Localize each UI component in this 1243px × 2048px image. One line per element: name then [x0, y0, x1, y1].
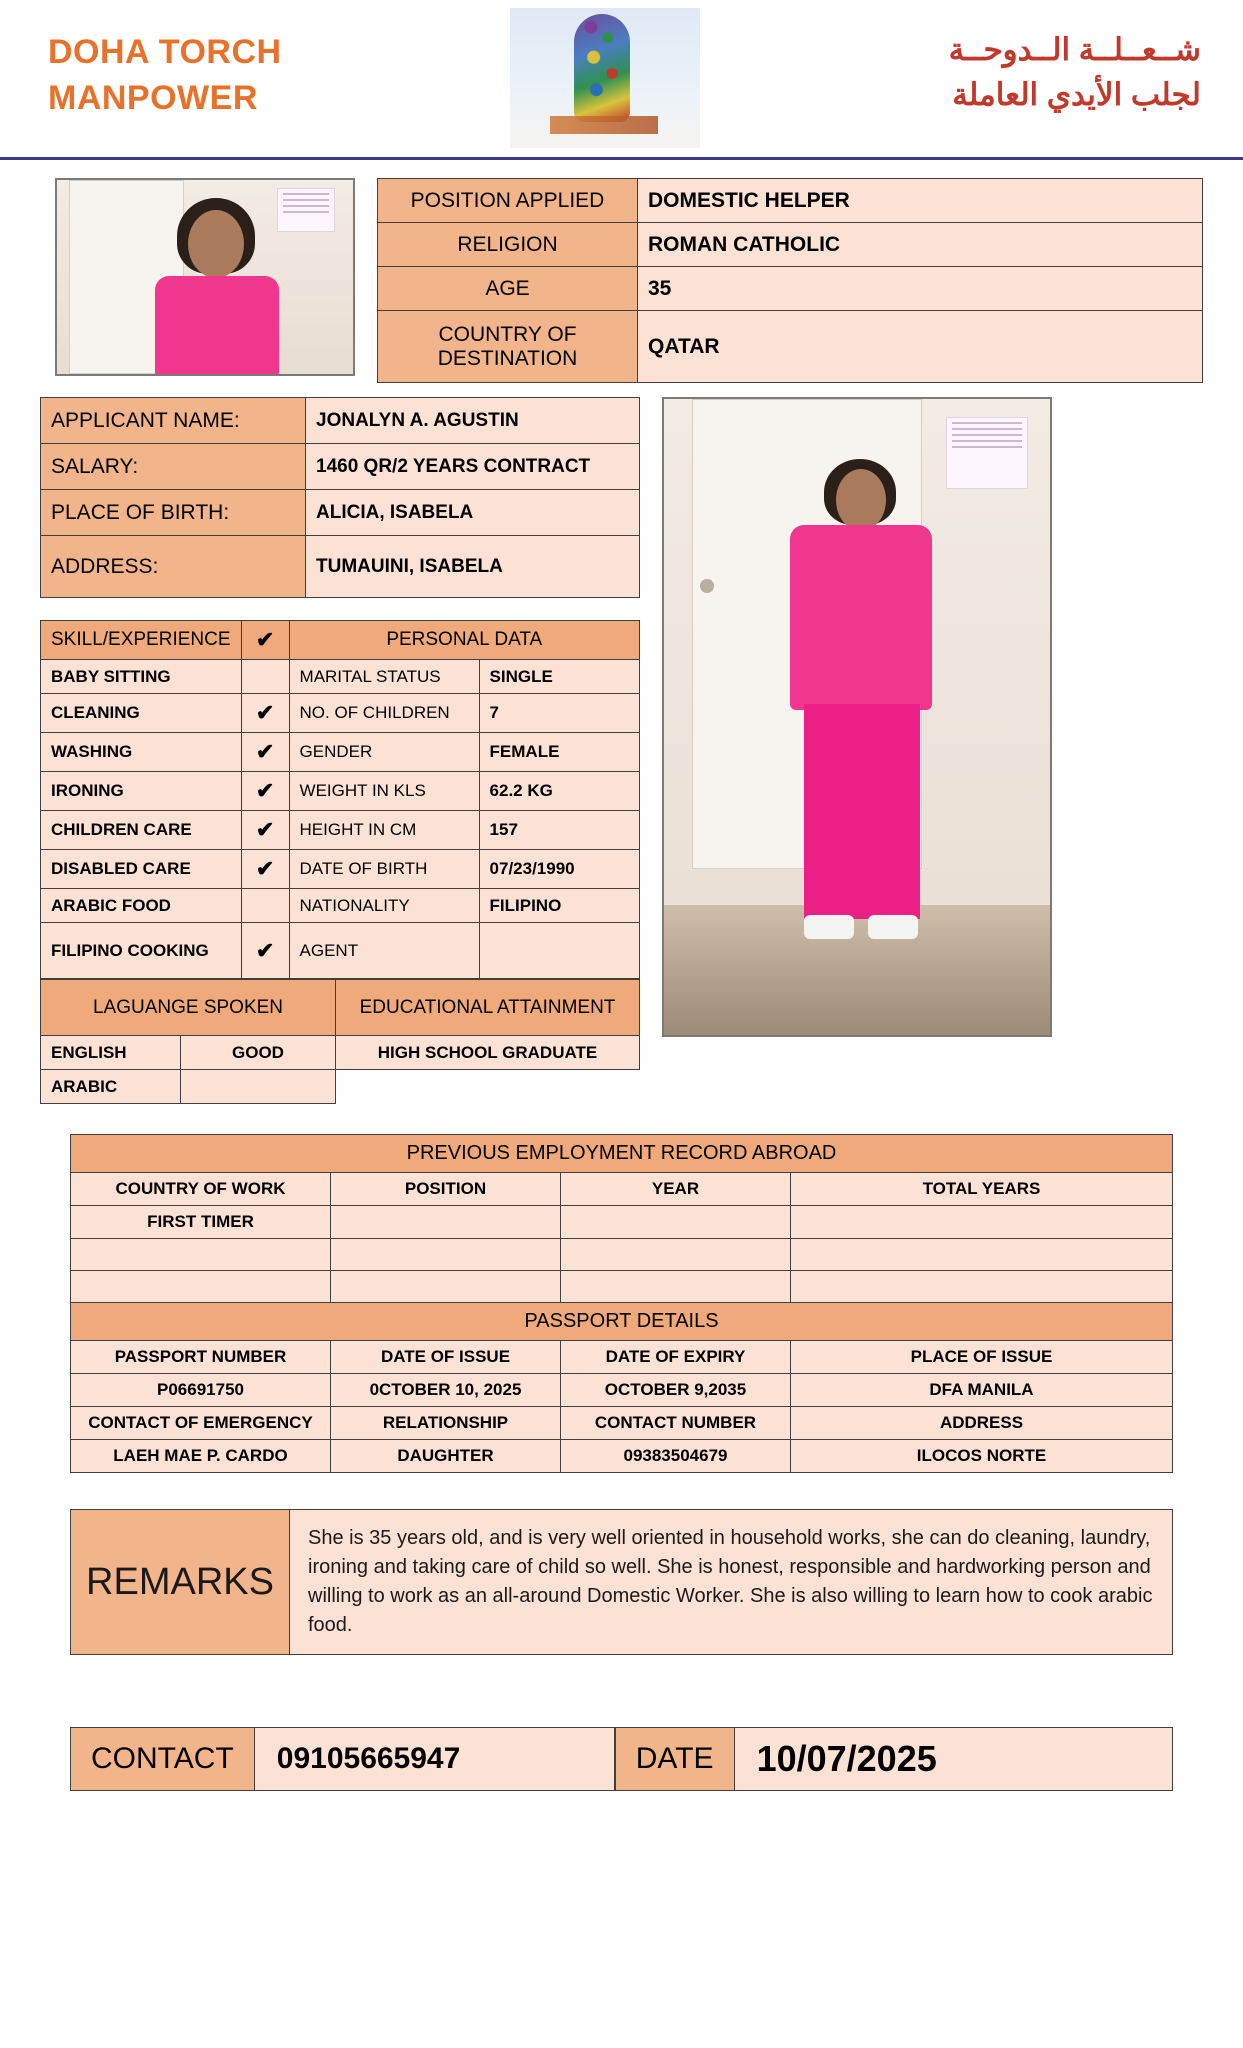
- table-header-row: [41, 621, 640, 660]
- table-band-row: [71, 1303, 1173, 1341]
- employment-year: [561, 1206, 791, 1239]
- table-row: [41, 733, 640, 772]
- company-name-arabic: [949, 28, 1201, 118]
- middle-section: [0, 383, 1243, 1104]
- skill-check-icon: ✔: [241, 772, 289, 811]
- skill-check-icon: ✔: [241, 811, 289, 850]
- employment-col-position: POSITION: [331, 1173, 561, 1206]
- skill-experience-header: SKILL/EXPERIENCE: [41, 621, 242, 660]
- company-name-line1: DOHA TORCH: [48, 33, 282, 71]
- position-applied-value: DOMESTIC HELPER: [638, 179, 1203, 223]
- employment-country: FIRST TIMER: [71, 1206, 331, 1239]
- table-row: [41, 694, 640, 733]
- previous-employment-band: PREVIOUS EMPLOYMENT RECORD ABROAD: [71, 1135, 1173, 1173]
- skill-name: CHILDREN CARE: [41, 811, 242, 850]
- skill-check-icon: ✔: [241, 850, 289, 889]
- applicant-portrait-photo: [55, 178, 355, 376]
- applicant-details-table: [40, 397, 640, 598]
- photo-pink-top: [790, 525, 932, 710]
- personal-data-value: 7: [479, 694, 639, 733]
- contact-label: CONTACT: [70, 1727, 255, 1791]
- passport-details-band: PASSPORT DETAILS: [71, 1303, 1173, 1341]
- emergency-contact-number: 09383504679: [561, 1440, 791, 1473]
- table-header-row: [71, 1173, 1173, 1206]
- emergency-address: ILOCOS NORTE: [791, 1440, 1173, 1473]
- table-row: [41, 490, 640, 536]
- table-row: [41, 889, 640, 923]
- skill-name: BABY SITTING: [41, 660, 242, 694]
- left-column: [40, 397, 640, 1104]
- personal-data-value: FILIPINO: [479, 889, 639, 923]
- education-value: HIGH SCHOOL GRADUATE: [336, 1036, 640, 1070]
- passport-place-value: DFA MANILA: [791, 1374, 1173, 1407]
- arabic-line2: لجلب الأيدي العاملة: [952, 76, 1201, 112]
- personal-data-header: PERSONAL DATA: [289, 621, 639, 660]
- photo-wall-note: [946, 417, 1028, 489]
- personal-data-value: 07/23/1990: [479, 850, 639, 889]
- table-row: [41, 660, 640, 694]
- employment-year: [561, 1271, 791, 1303]
- remarks-text: She is 35 years old, and is very well oriented in household works, she can do cleaning, laundry, ironing and taking care of child so well. She is honest, responsible and hardworking person and willing to work as an all-around Domestic Worker. She is also willing to learn how to cook arabic food.: [290, 1509, 1173, 1655]
- date-value: 10/07/2025: [735, 1727, 1173, 1791]
- contact-value: 09105665947: [255, 1727, 615, 1791]
- skill-check-icon: ✔: [241, 923, 289, 979]
- doha-torch-logo: [510, 8, 700, 148]
- table-band-row: [71, 1135, 1173, 1173]
- door-knob-icon: [700, 579, 714, 593]
- language-name: ENGLISH: [41, 1036, 181, 1070]
- language-name: ARABIC: [41, 1070, 181, 1104]
- table-row: [41, 811, 640, 850]
- skill-name: FILIPINO COOKING: [41, 923, 242, 979]
- emergency-col-address: ADDRESS: [791, 1407, 1173, 1440]
- position-applied-label: POSITION APPLIED: [378, 179, 638, 223]
- employment-position: [331, 1271, 561, 1303]
- personal-data-label: MARITAL STATUS: [289, 660, 479, 694]
- personal-data-value: [479, 923, 639, 979]
- salary-label: SALARY:: [41, 444, 306, 490]
- table-row: [41, 772, 640, 811]
- skill-name: DISABLED CARE: [41, 850, 242, 889]
- table-row: [41, 1036, 640, 1070]
- age-label: AGE: [378, 267, 638, 311]
- employment-country: [71, 1271, 331, 1303]
- skill-name: CLEANING: [41, 694, 242, 733]
- employment-and-passport-table: [70, 1134, 1173, 1473]
- employment-country: [71, 1239, 331, 1271]
- photo-floor: [664, 905, 1050, 1035]
- table-row: [378, 179, 1203, 223]
- employment-col-country: COUNTRY OF WORK: [71, 1173, 331, 1206]
- table-row: [71, 1440, 1173, 1473]
- table-row: [41, 923, 640, 979]
- photo-pink-pants: [804, 704, 920, 919]
- skill-check-icon: [241, 660, 289, 694]
- table-row: [41, 536, 640, 598]
- emergency-col-relationship: RELATIONSHIP: [331, 1407, 561, 1440]
- place-of-birth-value: ALICIA, ISABELA: [306, 490, 640, 536]
- place-of-birth-label: PLACE OF BIRTH:: [41, 490, 306, 536]
- skill-check-icon: ✔: [241, 733, 289, 772]
- personal-data-label: NATIONALITY: [289, 889, 479, 923]
- employment-total-years: [791, 1271, 1173, 1303]
- passport-col-number: PASSPORT NUMBER: [71, 1341, 331, 1374]
- applicant-full-body-photo: [662, 397, 1052, 1037]
- personal-data-value: FEMALE: [479, 733, 639, 772]
- position-applied-table: [377, 178, 1203, 383]
- footer-contact-section: [70, 1727, 1173, 1791]
- emergency-col-contact: CONTACT OF EMERGENCY: [71, 1407, 331, 1440]
- language-level: GOOD: [181, 1036, 336, 1070]
- skill-check-icon: ✔: [241, 694, 289, 733]
- passport-expiry-value: OCTOBER 9,2035: [561, 1374, 791, 1407]
- passport-number-value: P06691750: [71, 1374, 331, 1407]
- table-row: [71, 1206, 1173, 1239]
- table-row: [71, 1271, 1173, 1303]
- employment-col-year: YEAR: [561, 1173, 791, 1206]
- top-section: [0, 160, 1243, 383]
- personal-data-label: HEIGHT IN CM: [289, 811, 479, 850]
- arabic-line1: شــعــلــة الــدوحــة: [948, 32, 1201, 67]
- personal-data-label: GENDER: [289, 733, 479, 772]
- skills-and-personal-data-table: [40, 620, 640, 979]
- company-name-line2: MANPOWER: [48, 78, 258, 117]
- remarks-section: [70, 1509, 1173, 1655]
- employment-position: [331, 1206, 561, 1239]
- date-label: DATE: [615, 1727, 735, 1791]
- passport-col-place: PLACE OF ISSUE: [791, 1341, 1173, 1374]
- salary-value: 1460 QR/2 YEARS CONTRACT: [306, 444, 640, 490]
- photo-right-shoe: [868, 915, 918, 939]
- table-row: [41, 1070, 640, 1104]
- skill-check-icon: [241, 889, 289, 923]
- emergency-contact-name: LAEH MAE P. CARDO: [71, 1440, 331, 1473]
- religion-value: ROMAN CATHOLIC: [638, 223, 1203, 267]
- logo-skyline: [550, 116, 658, 134]
- age-value: 35: [638, 267, 1203, 311]
- photo-face: [836, 469, 886, 531]
- spacer-cell: [336, 1070, 640, 1104]
- table-row: [378, 267, 1203, 311]
- emergency-relationship: DAUGHTER: [331, 1440, 561, 1473]
- page-header: [0, 0, 1243, 160]
- country-of-destination-value: QATAR: [638, 311, 1203, 383]
- personal-data-value: 157: [479, 811, 639, 850]
- personal-data-label: NO. OF CHILDREN: [289, 694, 479, 733]
- portrait-face: [188, 210, 244, 278]
- language-spoken-header: LAGUANGE SPOKEN: [41, 980, 336, 1036]
- company-name: [48, 30, 282, 122]
- employment-year: [561, 1239, 791, 1271]
- table-row: [378, 223, 1203, 267]
- address-label: ADDRESS:: [41, 536, 306, 598]
- personal-data-label: AGENT: [289, 923, 479, 979]
- table-row: [41, 850, 640, 889]
- skill-header-check-icon: ✔: [241, 621, 289, 660]
- table-row: [71, 1239, 1173, 1271]
- table-header-row: [71, 1407, 1173, 1440]
- language-level: [181, 1070, 336, 1104]
- skill-name: IRONING: [41, 772, 242, 811]
- language-education-table: [40, 979, 640, 1104]
- personal-data-label: DATE OF BIRTH: [289, 850, 479, 889]
- portrait-pink-uniform: [155, 276, 279, 376]
- employment-position: [331, 1239, 561, 1271]
- remarks-label: REMARKS: [70, 1509, 290, 1655]
- personal-data-label: WEIGHT IN KLS: [289, 772, 479, 811]
- table-row: [71, 1374, 1173, 1407]
- passport-col-issue: DATE OF ISSUE: [331, 1341, 561, 1374]
- religion-label: RELIGION: [378, 223, 638, 267]
- portrait-wall-note: [277, 188, 335, 232]
- address-value: TUMAUINI, ISABELA: [306, 536, 640, 598]
- skill-name: WASHING: [41, 733, 242, 772]
- table-header-row: [71, 1341, 1173, 1374]
- employment-total-years: [791, 1206, 1173, 1239]
- personal-data-value: 62.2 KG: [479, 772, 639, 811]
- personal-data-value: SINGLE: [479, 660, 639, 694]
- passport-issue-value: 0CTOBER 10, 2025: [331, 1374, 561, 1407]
- skill-name: ARABIC FOOD: [41, 889, 242, 923]
- country-of-destination-label: COUNTRY OF DESTINATION: [378, 311, 638, 383]
- emergency-col-number: CONTACT NUMBER: [561, 1407, 791, 1440]
- passport-col-expiry: DATE OF EXPIRY: [561, 1341, 791, 1374]
- table-row: [41, 444, 640, 490]
- table-row: [41, 398, 640, 444]
- photo-left-shoe: [804, 915, 854, 939]
- employment-col-total-years: TOTAL YEARS: [791, 1173, 1173, 1206]
- applicant-name-value: JONALYN A. AGUSTIN: [306, 398, 640, 444]
- employment-total-years: [791, 1239, 1173, 1271]
- table-row: [378, 311, 1203, 383]
- applicant-name-label: APPLICANT NAME:: [41, 398, 306, 444]
- educational-attainment-header: EDUCATIONAL ATTAINMENT: [336, 980, 640, 1036]
- table-header-row: [41, 980, 640, 1036]
- torch-tower-icon: [574, 14, 630, 122]
